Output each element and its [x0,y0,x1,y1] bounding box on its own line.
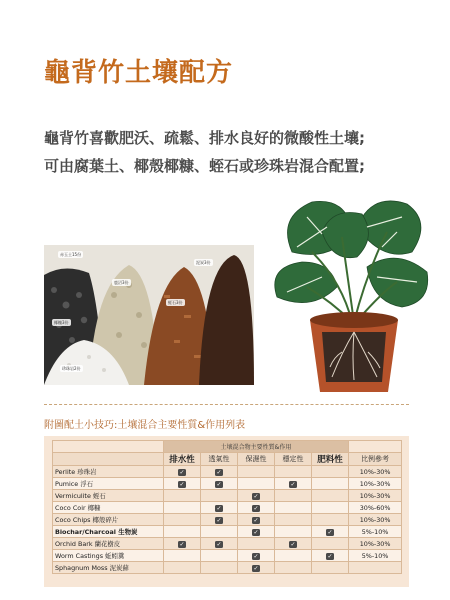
material-name: Orchid Bark 蘭花樹皮 [53,538,164,550]
check-icon: ✓ [179,480,185,488]
property-cell [238,562,275,574]
property-cell [312,538,349,550]
property-cell [238,502,275,514]
property-cell [238,478,275,490]
material-name: Sphagnum Moss 泥炭蘚 [53,562,164,574]
page-title: 龜背竹土壤配方 [44,58,234,88]
property-cell [164,478,201,490]
material-name: Coco Coir 椰糠 [53,502,164,514]
property-cell [201,562,238,574]
soil-piles-illustration [44,245,254,385]
property-cell [164,550,201,562]
property-cell [164,514,201,526]
property-cell [312,490,349,502]
photo-label: 泥炭3份 [196,260,211,265]
check-icon: ✓ [179,540,185,548]
material-name: Coco Chips 椰殼碎片 [53,514,164,526]
property-cell [164,538,201,550]
check-icon: ✓ [253,528,259,536]
property-cell [275,514,312,526]
material-name: Biochar/Charcoal 生物炭 [53,526,164,538]
property-cell [201,526,238,538]
property-cell [238,538,275,550]
ratio-cell: 5%-10% [349,526,402,538]
ratio-cell: 10%-30% [349,478,402,490]
property-cell [275,478,312,490]
photo-label: 赤玉土15份 [60,252,82,257]
table-row [53,490,402,502]
section-divider [44,404,409,405]
property-cell [238,466,275,478]
check-icon: ✓ [327,528,333,536]
property-cell [238,490,275,502]
check-icon: ✓ [290,480,296,488]
table-row [53,514,402,526]
property-cell [275,538,312,550]
property-cell [201,478,238,490]
ratio-cell: 10%-30% [349,466,402,478]
intro-line-1: 龜背竹喜歡肥沃、疏鬆、排水良好的微酸性土壤; [44,129,366,147]
property-cell [164,490,201,502]
ratio-cell [349,562,402,574]
property-cell [275,502,312,514]
property-cell [201,550,238,562]
header-moisture: 保濕性 [238,453,275,466]
table-row [53,478,402,490]
property-cell [312,502,349,514]
check-icon: ✓ [216,516,222,524]
property-cell [275,562,312,574]
check-icon: ✓ [216,468,222,476]
table-row [53,550,402,562]
soil-photo [44,245,254,385]
header-stability: 穩定性 [275,453,312,466]
header-drainage: 排水性 [164,453,201,466]
header-aeration: 透氣性 [201,453,238,466]
check-icon: ✓ [216,540,222,548]
property-cell [238,514,275,526]
header-name [53,453,164,466]
check-icon: ✓ [253,552,259,560]
properties-table-panel [44,436,409,587]
property-cell [201,466,238,478]
property-cell [164,502,201,514]
property-cell [275,550,312,562]
table-row [53,466,402,478]
property-cell [164,526,201,538]
table-row [53,538,402,550]
check-icon: ✓ [216,504,222,512]
table-caption: 附圖配土小技巧:土壤混合主要性質&作用列表 [44,420,246,431]
material-name: Worm Castings 蚯蚓糞 [53,550,164,562]
soil-properties-table [52,440,402,574]
material-name: Pumice 浮石 [53,478,164,490]
property-cell [275,490,312,502]
property-cell [164,466,201,478]
property-cell [201,502,238,514]
check-icon: ✓ [253,516,259,524]
check-icon: ✓ [253,492,259,500]
ratio-cell: 10%-30% [349,490,402,502]
ratio-cell: 30%-60% [349,502,402,514]
photo-label: 珍珠岩2份 [62,366,81,371]
property-cell [312,550,349,562]
table-title: 土壤混合物主要性質&作用 [164,441,349,453]
property-cell [201,490,238,502]
check-icon: ✓ [253,564,259,572]
property-cell [312,562,349,574]
material-name: Vermiculite 蛭石 [53,490,164,502]
ratio-cell: 10%-30% [349,538,402,550]
check-icon: ✓ [216,480,222,488]
property-cell [275,466,312,478]
header-fertility: 肥料性 [312,453,349,466]
material-name: Perlite 珍珠岩 [53,466,164,478]
ratio-cell: 5%-10% [349,550,402,562]
intro-line-2: 可由腐葉土、椰殼椰糠、蛭石或珍珠岩混合配置; [44,157,366,175]
property-cell [312,526,349,538]
property-cell [164,562,201,574]
ratio-cell: 10%-30% [349,514,402,526]
property-cell [201,538,238,550]
photo-label: 椰糠3份 [54,320,69,325]
monstera-plant-illustration [272,192,432,397]
property-cell [238,550,275,562]
check-icon: ✓ [179,468,185,476]
intro-text [44,124,365,180]
table-row [53,502,402,514]
check-icon: ✓ [253,504,259,512]
property-cell [275,526,312,538]
property-cell [238,526,275,538]
property-cell [312,466,349,478]
property-cell [312,478,349,490]
property-cell [201,514,238,526]
check-icon: ✓ [327,552,333,560]
table-row [53,562,402,574]
table-row [53,526,402,538]
property-cell [312,514,349,526]
photo-label: 蛭石3份 [168,300,183,305]
check-icon: ✓ [290,540,296,548]
photo-label: 鹿沼3份 [114,280,129,285]
header-ratio: 比例參考 [349,453,402,466]
